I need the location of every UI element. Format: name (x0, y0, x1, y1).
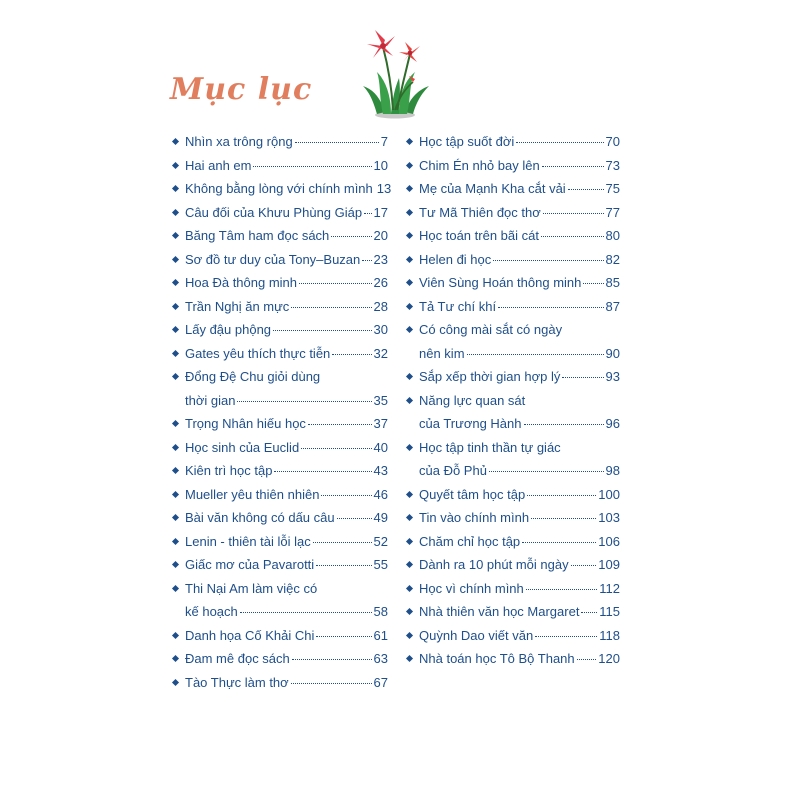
dot-leader (581, 611, 597, 613)
diamond-bullet-icon (406, 208, 413, 215)
dot-leader (467, 353, 604, 355)
toc-entry-page: 17 (373, 204, 388, 220)
toc-entry-page: 37 (373, 416, 388, 431)
toc-entry-page: 70 (605, 134, 620, 149)
toc-entry-title: Sơ đồ tư duy của Tony–Buzan (185, 251, 361, 267)
toc-entry-title: Quỳnh Dao viết văn (419, 627, 534, 643)
toc-entry (406, 624, 620, 648)
toc-entry (172, 647, 388, 671)
toc-entry-title: Học tập suốt đời (419, 134, 515, 149)
diamond-bullet-icon (172, 514, 179, 521)
toc-entry-title: Quyết tâm học tập (419, 486, 526, 502)
diamond-bullet-icon (406, 655, 413, 662)
diamond-bullet-icon (172, 255, 179, 262)
dot-leader (527, 494, 596, 496)
dot-leader (543, 212, 604, 214)
dot-leader (308, 423, 372, 425)
diamond-bullet-icon (406, 443, 413, 450)
dot-leader (253, 165, 371, 167)
toc-entry-page: 67 (373, 674, 388, 690)
toc-entry-page: 58 (373, 604, 388, 619)
diamond-bullet-icon (406, 185, 413, 192)
toc-entry-title: Gates yêu thích thực tiễn (185, 345, 331, 361)
diamond-bullet-icon (406, 631, 413, 638)
toc-entry-page: 96 (605, 416, 620, 431)
toc-entry-page: 20 (373, 228, 388, 243)
toc-entry-page: 109 (598, 557, 620, 572)
toc-entry (406, 365, 620, 389)
toc-entry-title: Mẹ của Mạnh Kha cắt vải (419, 181, 566, 196)
toc-entry (406, 130, 620, 154)
toc-entry (172, 671, 388, 695)
toc-entry (172, 248, 388, 272)
dot-leader (301, 447, 371, 449)
page-title: Mục lục (170, 72, 313, 107)
toc-entry-page: 93 (605, 369, 620, 384)
toc-entry-title: Sắp xếp thời gian hợp lý (419, 369, 561, 384)
toc-entry-page: 82 (605, 251, 620, 267)
toc-entry-page: 46 (373, 486, 388, 502)
toc-entry-title: Tư Mã Thiên đọc thơ (419, 204, 541, 220)
dot-leader (331, 235, 371, 237)
toc-entry-title: Học vì chính mình (419, 580, 524, 596)
dot-leader (292, 658, 372, 660)
toc-entry-title: Dành ra 10 phút mỗi ngày (419, 557, 569, 572)
dot-leader (583, 282, 603, 284)
toc-entry-page: 100 (598, 486, 620, 502)
dot-leader (493, 259, 603, 261)
toc-entry (406, 248, 620, 272)
dot-leader (542, 165, 604, 167)
dot-leader (321, 494, 371, 496)
toc-entry-title: nên kim (419, 345, 465, 361)
toc-entry (406, 506, 620, 530)
diamond-bullet-icon (406, 302, 413, 309)
toc-entry-page: 73 (605, 157, 620, 173)
toc-entry-page: 75 (605, 181, 620, 196)
dot-leader (313, 541, 372, 543)
diamond-bullet-icon (172, 678, 179, 685)
dot-leader (291, 306, 371, 308)
toc-entry (406, 577, 620, 601)
toc-entry (172, 271, 388, 295)
diamond-bullet-icon (172, 373, 179, 380)
dot-leader (364, 212, 371, 214)
diamond-bullet-icon (406, 232, 413, 239)
toc-entry-page: 32 (373, 345, 388, 361)
dot-leader (316, 564, 371, 566)
toc-entry-title: Trần Nghị ăn mực (185, 298, 290, 314)
toc-entry-page: 85 (605, 275, 620, 290)
toc-entry-title: Học sinh của Euclid (185, 439, 300, 455)
toc-entry (406, 600, 620, 624)
diamond-bullet-icon (172, 349, 179, 356)
dot-leader (562, 376, 603, 378)
diamond-bullet-icon (406, 514, 413, 521)
toc-entry (406, 224, 620, 248)
toc-entry (172, 506, 388, 530)
toc-entry-title: Tào Thực làm thơ (185, 674, 289, 690)
toc-entry-page: 10 (373, 157, 388, 173)
dot-leader (498, 306, 603, 308)
diamond-bullet-icon (172, 279, 179, 286)
toc-entry-page: 61 (373, 627, 388, 643)
diamond-bullet-icon (406, 138, 413, 145)
toc-entry-title: Hai anh em (185, 157, 252, 173)
diamond-bullet-icon (172, 302, 179, 309)
diamond-bullet-icon (172, 232, 179, 239)
dot-leader (535, 635, 597, 637)
dot-leader (522, 541, 596, 543)
diamond-bullet-icon (406, 561, 413, 568)
toc-entry (406, 154, 620, 178)
toc-entry-title: Chim Én nhỏ bay lên (419, 157, 540, 173)
toc-entry-title: Nhà toán học Tô Bộ Thanh (419, 651, 575, 666)
diamond-bullet-icon (172, 584, 179, 591)
toc-entry (172, 365, 388, 412)
dot-leader (274, 470, 371, 472)
toc-entry (172, 177, 392, 201)
flower-pot-icon (355, 22, 435, 120)
toc-entry (172, 201, 388, 225)
dot-leader (577, 658, 597, 660)
dot-leader (291, 682, 372, 684)
toc-entry-page: 103 (598, 510, 620, 525)
toc-entry-title: Nhìn xa trông rộng (185, 134, 293, 149)
dot-leader (568, 188, 604, 190)
toc-entry (406, 530, 620, 554)
toc-entry-page: 13 (376, 181, 392, 196)
toc-entry (172, 577, 388, 624)
toc-entry-title: Helen đi học (419, 251, 492, 267)
diamond-bullet-icon (406, 396, 413, 403)
dot-leader (240, 611, 372, 613)
diamond-bullet-icon (172, 631, 179, 638)
diamond-bullet-icon (172, 185, 179, 192)
toc-entry (406, 295, 620, 319)
diamond-bullet-icon (406, 161, 413, 168)
toc-entry-title: Viên Sùng Hoán thông minh (419, 275, 582, 290)
toc-entry (406, 389, 620, 436)
toc-entry-title: Tin vào chính mình (419, 510, 530, 525)
toc-entry (172, 436, 388, 460)
dot-leader (489, 470, 604, 472)
toc-entry-title: Đổng Đệ Chu giỏi dùng (185, 369, 321, 384)
dot-leader (337, 517, 372, 519)
toc-entry-page: 55 (373, 557, 388, 572)
toc-entry-title: Thi Nại Am làm việc có (185, 580, 318, 596)
dot-leader (316, 635, 371, 637)
toc-entry-page: 80 (605, 228, 620, 243)
toc-entry-title: thời gian (185, 392, 236, 408)
toc-entry-title: Danh họa Cố Khải Chi (185, 627, 315, 643)
toc-entry-page: 52 (373, 533, 388, 549)
toc-entry (406, 553, 620, 577)
toc-entry (172, 295, 388, 319)
toc-entry-title: Câu đối của Khưu Phùng Giáp (185, 204, 363, 220)
diamond-bullet-icon (406, 608, 413, 615)
toc-entry-title: Trọng Nhân hiếu học (185, 416, 306, 431)
toc-entry-title: của Trương Hành (419, 416, 522, 431)
diamond-bullet-icon (406, 326, 413, 333)
dot-leader (362, 259, 371, 261)
toc-entry-page: 35 (373, 392, 388, 408)
toc-entry-page: 106 (598, 533, 620, 549)
toc-entry-page: 30 (373, 322, 388, 337)
dot-leader (295, 141, 379, 143)
toc-entry-page: 118 (599, 627, 620, 643)
toc-entry-page: 26 (373, 275, 388, 290)
toc-entry (406, 647, 620, 671)
toc-entry (172, 459, 388, 483)
diamond-bullet-icon (406, 255, 413, 262)
dot-leader (524, 423, 604, 425)
toc-left-column (172, 130, 392, 694)
toc-entry (172, 530, 388, 554)
diamond-bullet-icon (172, 420, 179, 427)
toc-entry-title: Có công mài sắt có ngày (419, 322, 563, 337)
diamond-bullet-icon (172, 443, 179, 450)
dot-leader (526, 588, 597, 590)
toc-entry (406, 177, 620, 201)
diamond-bullet-icon (172, 467, 179, 474)
toc-entry (406, 318, 620, 365)
toc-entry-page: 63 (373, 651, 388, 666)
dot-leader (237, 400, 371, 402)
toc-entry-title: Học toán trên bãi cát (419, 228, 539, 243)
toc-entry-title: Kiên trì học tập (185, 463, 273, 478)
toc-entry (406, 271, 620, 295)
dot-leader (332, 353, 371, 355)
toc-entry (172, 130, 388, 154)
toc-entry-page: 120 (598, 651, 620, 666)
diamond-bullet-icon (172, 561, 179, 568)
toc-entry-page: 7 (380, 134, 388, 149)
toc-entry (172, 342, 388, 366)
toc-entry-page: 77 (605, 204, 620, 220)
toc-entry-title: Mueller yêu thiên nhiên (185, 486, 320, 502)
toc-entry (172, 553, 388, 577)
toc-entry-title: Học tập tinh thần tự giác (419, 439, 561, 455)
toc-entry (406, 483, 620, 507)
toc-entry-title: Không bằng lòng với chính mình (185, 181, 373, 196)
toc-entry-page: 98 (605, 463, 620, 478)
toc-entry-title: Nhà thiên văn học Margaret (419, 604, 580, 619)
toc-entry-title: Giấc mơ của Pavarotti (185, 557, 315, 572)
dot-leader (299, 282, 372, 284)
toc-entry (406, 436, 620, 483)
dot-leader (516, 141, 603, 143)
diamond-bullet-icon (406, 537, 413, 544)
diamond-bullet-icon (406, 373, 413, 380)
toc-entry-page: 28 (373, 298, 388, 314)
toc-entry (172, 224, 388, 248)
dot-leader (571, 564, 597, 566)
diamond-bullet-icon (172, 208, 179, 215)
toc-entry-page: 90 (605, 345, 620, 361)
toc-entry-title: Tả Tư chí khí (419, 298, 497, 314)
toc-entry-title: Chăm chỉ học tập (419, 533, 521, 549)
diamond-bullet-icon (172, 138, 179, 145)
toc-entry-title: Bài văn không có dấu câu (185, 510, 335, 525)
toc-entry-page: 23 (373, 251, 388, 267)
toc-right-column (406, 130, 620, 671)
diamond-bullet-icon (172, 655, 179, 662)
dot-leader (273, 329, 372, 331)
dot-leader (541, 235, 604, 237)
diamond-bullet-icon (406, 490, 413, 497)
diamond-bullet-icon (172, 326, 179, 333)
toc-entry-page: 43 (373, 463, 388, 478)
toc-entry (172, 624, 388, 648)
diamond-bullet-icon (172, 537, 179, 544)
toc-entry (172, 154, 388, 178)
toc-entry-title: Băng Tâm ham đọc sách (185, 228, 330, 243)
toc-entry-page: 87 (605, 298, 620, 314)
toc-entry-page: 112 (599, 580, 620, 596)
toc-entry-title: của Đỗ Phủ (419, 463, 487, 478)
toc-entry-title: kế hoạch (185, 604, 238, 619)
toc-entry-page: 115 (599, 604, 620, 619)
dot-leader (531, 517, 596, 519)
toc-entry-title: Hoa Đà thông minh (185, 275, 298, 290)
diamond-bullet-icon (172, 161, 179, 168)
toc-entry-title: Lenin - thiên tài lỗi lạc (185, 533, 311, 549)
diamond-bullet-icon (406, 279, 413, 286)
toc-entry (172, 412, 388, 436)
toc-entry (172, 483, 388, 507)
toc-entry-title: Đam mê đọc sách (185, 651, 290, 666)
diamond-bullet-icon (406, 584, 413, 591)
toc-entry (406, 201, 620, 225)
toc-entry-title: Lấy đậu phộng (185, 322, 272, 337)
toc-entry-title: Năng lực quan sát (419, 392, 526, 408)
diamond-bullet-icon (172, 490, 179, 497)
toc-entry (172, 318, 388, 342)
toc-entry-page: 49 (373, 510, 388, 525)
toc-entry-page: 40 (373, 439, 388, 455)
